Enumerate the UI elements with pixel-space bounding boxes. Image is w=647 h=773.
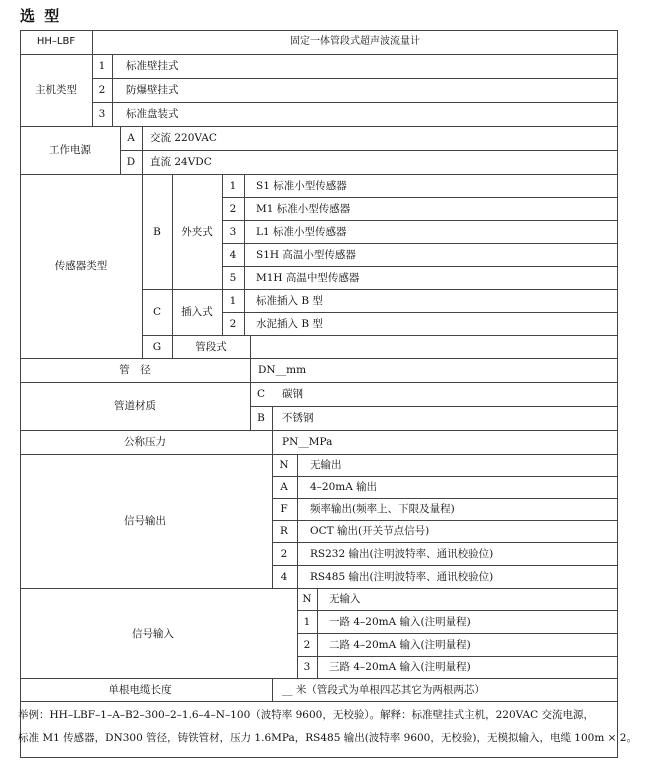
sensor-clamp-code: B xyxy=(153,226,161,238)
example-line-1: 举例：HH–LBF–1–A–B2–300–2–1.6–4–N–100（波特率 9600，无校验）。解释：标准壁挂式主机，220VAC 交流电源， xyxy=(18,709,594,721)
signal-output-text: 无输出 xyxy=(310,459,342,471)
signal-input-code: 3 xyxy=(303,661,311,673)
signal-input-code: N xyxy=(302,593,312,605)
power-text: 直流 24VDC xyxy=(150,156,212,168)
signal-output-text: 4–20mA 输出 xyxy=(310,481,378,493)
cable-value: __ 米（管段式为单根四芯其它为两根两芯） xyxy=(282,684,485,696)
pressure-value: PN__MPa xyxy=(282,436,333,448)
signal-input-code: 2 xyxy=(303,639,311,651)
material-text: 不锈钢 xyxy=(282,412,314,424)
sensor-insert-code: C xyxy=(152,306,162,318)
product-name: 固定一体管段式超声波流量计 xyxy=(290,36,420,47)
signal-output-text: RS485 输出(注明波特率、通讯校验位) xyxy=(310,571,494,583)
sensor-option-code: 2 xyxy=(229,203,237,215)
power-text: 交流 220VAC xyxy=(150,132,217,144)
sensor-option-text: S1H 高温小型传感器 xyxy=(256,249,356,261)
material-text: 碳钢 xyxy=(282,388,303,400)
signal-output-label: 信号输出 xyxy=(124,515,166,527)
sensor-option-code: 1 xyxy=(229,295,237,307)
sensor-option-code: 2 xyxy=(229,318,237,330)
sensor-option-code: 1 xyxy=(229,180,237,192)
host-type-code: 1 xyxy=(98,60,106,72)
diameter-label: 管 径 xyxy=(119,364,151,376)
sensor-option-code: 3 xyxy=(229,226,237,238)
sensor-option-text: 标准插入 B 型 xyxy=(256,295,323,307)
signal-output-code: N xyxy=(279,459,289,471)
page-title: 选 型 xyxy=(20,7,62,25)
sensor-insert-label: 插入式 xyxy=(181,306,213,318)
sensor-option-text: 水泥插入 B 型 xyxy=(256,318,323,330)
signal-output-code: R xyxy=(280,525,288,537)
sensor-label: 传感器类型 xyxy=(54,260,108,272)
sensor-option-text: S1 标准小型传感器 xyxy=(256,180,347,192)
signal-output-code: 4 xyxy=(280,571,288,583)
sensor-option-code: 4 xyxy=(229,249,237,261)
host-type-code: 2 xyxy=(98,84,106,96)
sensor-pipe-label: 管段式 xyxy=(195,341,227,353)
signal-input-code: 1 xyxy=(303,616,311,628)
signal-output-text: OCT 输出(开关节点信号) xyxy=(310,525,430,537)
diameter-value: DN__mm xyxy=(258,364,307,376)
signal-input-text: 三路 4–20mA 输入(注明量程) xyxy=(329,661,471,673)
host-type-text: 防爆壁挂式 xyxy=(126,84,179,96)
sensor-option-text: L1 标准小型传感器 xyxy=(256,226,347,238)
power-code: A xyxy=(127,132,135,144)
example-line-2: 标准 M1 传感器，DN300 管径，铸铁管材，压力 1.6MPa，RS485 输出(波特率 9600，无校验)，无模拟输入，电缆 100m × 2。 xyxy=(18,732,637,744)
pressure-label: 公称压力 xyxy=(124,436,166,448)
power-code: D xyxy=(126,156,136,168)
signal-input-text: 一路 4–20mA 输入(注明量程) xyxy=(329,616,471,628)
sensor-pipe-code: G xyxy=(152,341,162,353)
host-type-code: 3 xyxy=(98,108,106,120)
host-type-label: 主机类型 xyxy=(35,84,77,96)
host-type-text: 标准盘装式 xyxy=(126,108,179,120)
signal-input-text: 二路 4–20mA 输入(注明量程) xyxy=(329,639,471,651)
host-type-text: 标准壁挂式 xyxy=(126,60,179,72)
sensor-option-text: M1H 高温中型传感器 xyxy=(256,272,360,284)
sensor-option-code: 5 xyxy=(229,272,237,284)
signal-output-code: A xyxy=(280,481,288,493)
material-label: 管道材质 xyxy=(114,400,156,412)
signal-input-label: 信号输入 xyxy=(132,628,174,640)
signal-output-text: 频率输出(频率上、下限及量程) xyxy=(310,503,455,515)
cable-label: 单根电缆长度 xyxy=(108,684,172,696)
selection-table xyxy=(18,30,637,758)
signal-output-code: F xyxy=(280,503,288,515)
material-code: B xyxy=(257,412,265,424)
signal-output-code: 2 xyxy=(280,548,288,560)
sensor-option-text: M1 标准小型传感器 xyxy=(256,203,351,215)
sensor-clamp-label: 外夹式 xyxy=(181,226,213,238)
material-code: C xyxy=(256,388,266,400)
signal-output-text: RS232 输出(注明波特率、通讯校验位) xyxy=(310,548,494,560)
signal-input-text: 无输入 xyxy=(329,593,361,605)
power-label: 工作电源 xyxy=(49,144,91,156)
model-code: HH–LBF xyxy=(36,36,76,47)
